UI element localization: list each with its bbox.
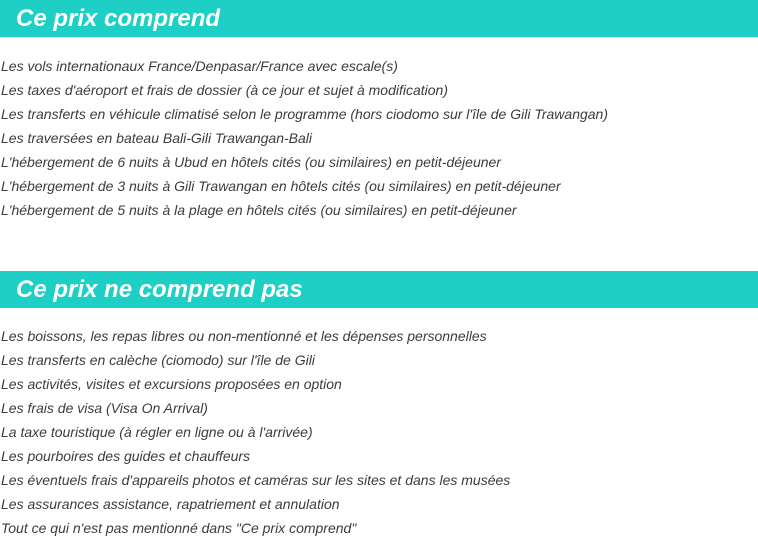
- list-item: Les assurances assistance, rapatriement et annulation: [1, 496, 340, 512]
- price-includes-section: [0, 0, 758, 222]
- list-item: Les activités, visites et excursions proposées en option: [1, 376, 342, 392]
- list-item: Tout ce qui n'est pas mentionné dans "Ce prix comprend": [1, 520, 357, 536]
- list-item: Les pourboires des guides et chauffeurs: [1, 448, 251, 464]
- list-item: L'hébergement de 5 nuits à la plage en hôtels cités (ou similaires) en petit-déjeuner: [1, 202, 517, 218]
- list-item: Les frais de visa (Visa On Arrival): [1, 400, 208, 416]
- list-item: L'hébergement de 6 nuits à Ubud en hôtels cités (ou similaires) en petit-déjeuner: [1, 154, 501, 170]
- list-item: Les boissons, les repas libres ou non-mentionné et les dépenses personnelles: [1, 328, 487, 344]
- list-item: Les transferts en calèche (ciomodo) sur l'île de Gili: [1, 352, 315, 368]
- price-excludes-header: [0, 271, 758, 308]
- list-item: L'hébergement de 3 nuits à Gili Trawangan en hôtels cités (ou similaires) en petit-déjeuner: [1, 178, 561, 194]
- price-includes-header: [0, 0, 758, 37]
- list-item: Les vols internationaux France/Denpasar/France avec escale(s): [1, 58, 398, 74]
- list-item: Les éventuels frais d'appareils photos et caméras sur les sites et dans les musées: [1, 472, 511, 488]
- price-excludes-section: [0, 271, 758, 540]
- list-item: Les taxes d'aéroport et frais de dossier (à ce jour et sujet à modification): [1, 82, 449, 98]
- list-item: Les transferts en véhicule climatisé selon le programme (hors ciodomo sur l'île de Gili Trawangan): [1, 106, 609, 122]
- price-includes-title: Ce prix comprend: [16, 4, 221, 32]
- list-item: La taxe touristique (à régler en ligne ou à l'arrivée): [1, 424, 313, 440]
- list-item: Les traversées en bateau Bali-Gili Trawangan-Bali: [1, 130, 313, 146]
- price-excludes-title: Ce prix ne comprend pas: [16, 275, 303, 303]
- price-includes-list: [0, 54, 758, 222]
- price-excludes-list: [0, 324, 758, 540]
